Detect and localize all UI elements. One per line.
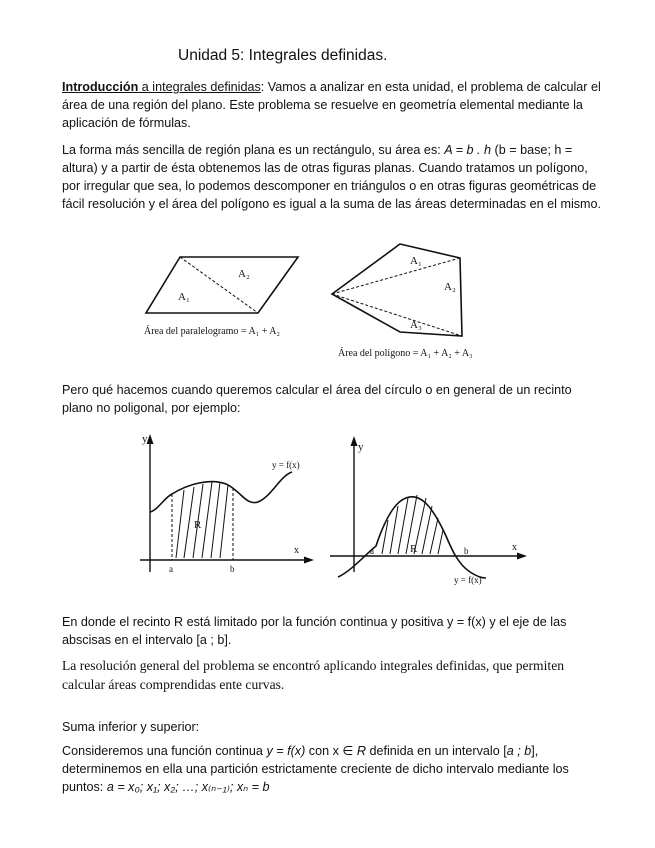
intro-bold: Introducción: [62, 80, 139, 94]
rectangle-paragraph: [62, 141, 602, 213]
consider-t1: Consideremos una función continua: [62, 744, 267, 758]
left-y-label: y: [142, 433, 148, 445]
parallelogram-caption: Área del paralelogramo = A₁ + A₂: [144, 326, 280, 337]
consider-interval: a ; b: [506, 744, 532, 758]
right-region-label: R: [410, 543, 418, 555]
graph-right: [330, 432, 530, 592]
suma-heading: Suma inferior y superior:: [62, 720, 200, 734]
parallelogram-label-a2: A₂: [238, 268, 250, 280]
consider-real-set: R: [356, 744, 366, 758]
polygon-shape: [332, 244, 462, 336]
parallelogram-label-a1: A₁: [178, 291, 190, 303]
consider-t4: ], determinemos en ella una partición estrictamente creciente de dicho intervalo mediante los puntos:: [62, 744, 569, 794]
consider-func: y = f(x): [266, 744, 306, 758]
rect-before: La forma más sencilla de región plana es un rectángulo, su área es:: [62, 143, 445, 157]
left-x-label: x: [294, 545, 299, 556]
intro-underlined: a integrales definidas: [138, 80, 261, 94]
graph-left: [140, 432, 315, 577]
intro-paragraph: [62, 78, 602, 132]
left-y-arrow: [147, 434, 154, 444]
polygon-diagonal-1: [332, 258, 460, 294]
page-title: Unidad 5: Integrales definidas.: [178, 47, 388, 64]
area-formula: A = b . h: [444, 143, 492, 157]
right-y-label: y: [358, 441, 364, 453]
right-a-label: a: [370, 546, 374, 556]
left-a-label: a: [169, 564, 173, 574]
left-b-label: b: [230, 564, 235, 574]
right-x-arrow: [517, 553, 527, 560]
left-x-arrow: [304, 557, 314, 564]
parallelogram-figure: [140, 250, 310, 345]
left-curve: [150, 472, 292, 512]
right-x-label: x: [512, 542, 517, 553]
resolucion-paragraph: La resolución general del problema se encontró aplicando integrales definidas, que permiten calcular áreas comprendidas ente curvas.: [62, 658, 565, 692]
polygon-label-a2: A₂: [444, 281, 456, 293]
polygon-caption: Área del polígono = A₁ + A₂ + A₃: [338, 348, 473, 359]
consider-t2: con x ∈: [305, 744, 357, 758]
pero-paragraph: Pero qué hacemos cuando queremos calcular el área del círculo o en general de un recinto plano no poligonal, por ejemplo:: [62, 383, 572, 415]
right-b-label: b: [464, 546, 469, 556]
partition-points: a = x₀; x₁; x₂; …; x₍ₙ₋₁₎; xₙ = b: [106, 780, 270, 794]
left-func-label: y = f(x): [272, 460, 300, 470]
right-func-label: y = f(x): [454, 575, 482, 585]
polygon-figure: [330, 238, 495, 363]
consider-paragraph: [62, 742, 602, 796]
right-curve: [338, 497, 486, 578]
consider-t3: definida en un intervalo [: [365, 744, 507, 758]
left-region-label: R: [194, 519, 202, 531]
rect-after: (b = base; h = altura) y a partir de ésta obtenemos las de otras figuras planas. Cuando tratamos un polígono, por irregular que sea, lo podemos descomponer en triángulos o en otras figuras geométricas de fácil resolución y el área del polígono es igual a la suma de las áreas determinadas en el mismo.: [62, 143, 602, 211]
polygon-label-a1: A₁: [410, 255, 422, 267]
donde-paragraph: En donde el recinto R está limitado por la función continua y positiva y = f(x) y el eje de las abscisas en el intervalo [a ; b].: [62, 615, 567, 647]
left-hatching: [176, 482, 228, 558]
parallelogram-shape: [146, 257, 298, 313]
parallelogram-diagonal: [180, 257, 258, 313]
polygon-label-a3: A₃: [410, 319, 422, 331]
right-y-arrow: [351, 436, 358, 446]
intro-text: : Vamos a analizar en esta unidad, el problema de calcular el área de una región del plano. Este problema se resuelve en geometría elemental mediante la aplicación de fórmulas.: [62, 80, 601, 130]
